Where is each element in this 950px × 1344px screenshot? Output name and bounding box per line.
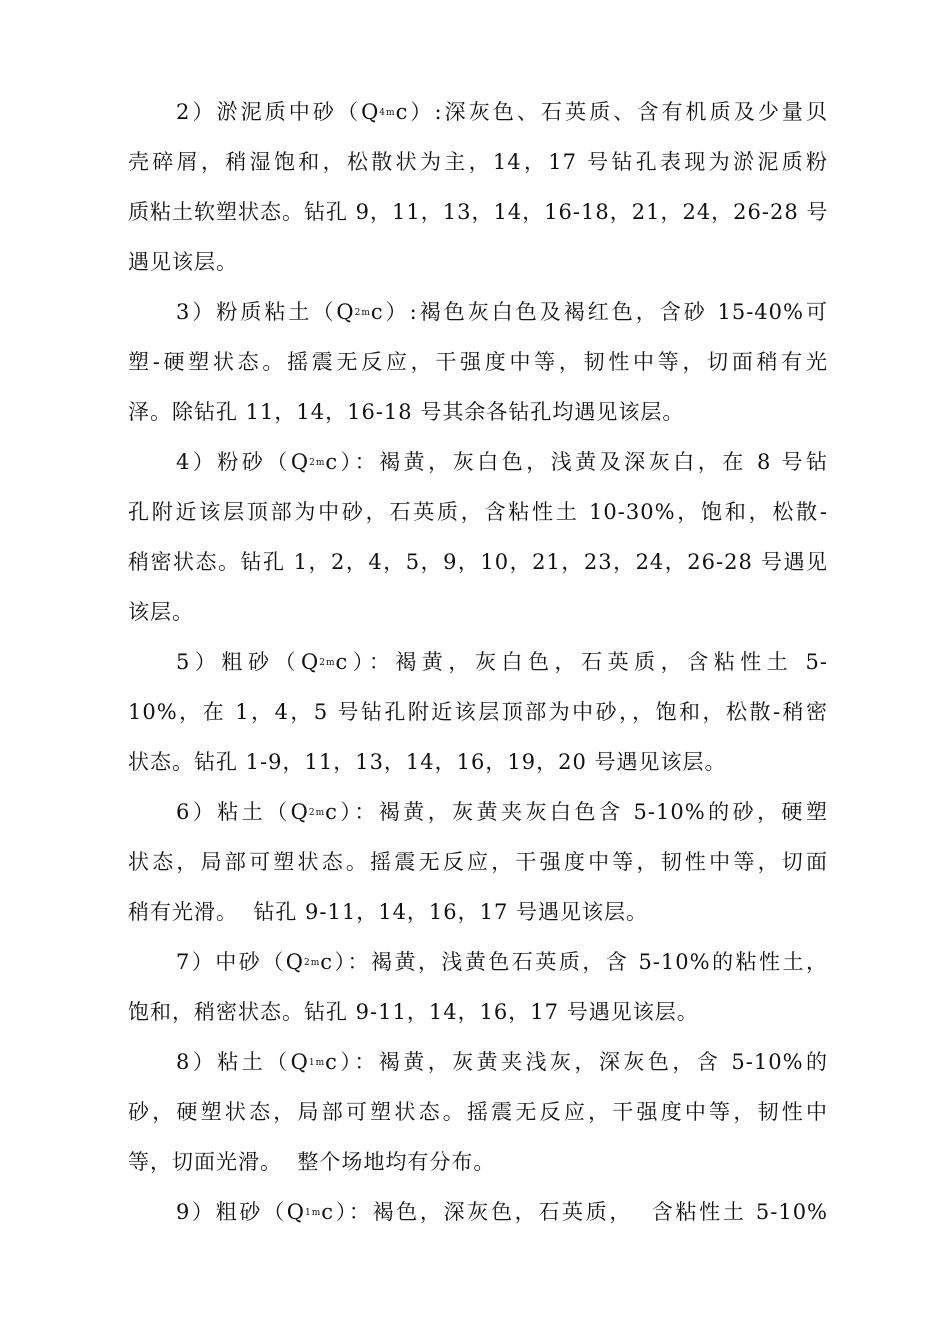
paragraph-line: 饱和，稍密状态。钻孔 9-11，14，16，17 号遇见该层。 bbox=[128, 1000, 699, 1024]
paragraph-line: 10%，在 1，4，5 号钻孔附近该层顶部为中砂，，饱和，松散-稍密 bbox=[128, 700, 828, 724]
paragraph-silt-sand bbox=[128, 437, 828, 637]
line-text: c）：褐色，深灰色，石英质， 含粘性土 5-10% bbox=[321, 1200, 829, 1224]
paragraph-line bbox=[128, 1187, 828, 1237]
stratum-superscript: 2m bbox=[304, 958, 321, 968]
paragraph-line: 壳碎屑，稍湿饱和，松散状为主，14，17 号钻孔表现为淤泥质粉 bbox=[128, 150, 828, 174]
paragraph-clay-1m bbox=[128, 1037, 828, 1187]
paragraph-line bbox=[128, 87, 828, 137]
line-text: c）：褐黄，灰黄夹灰白色含 5-10%的砂，硬塑 bbox=[325, 800, 828, 824]
stratum-superscript: 2m bbox=[309, 458, 326, 468]
paragraph-line: 孔附近该层顶部为中砂，石英质，含粘性土 10-30%，饱和，松散- bbox=[128, 500, 828, 524]
paragraph-line: 稍密状态。钻孔 1，2，4，5，9，10，21，23，24，26-28 号遇见 bbox=[128, 550, 828, 574]
stratum-superscript: 2m bbox=[308, 808, 326, 818]
paragraph-line bbox=[128, 437, 828, 487]
line-text: c）：褐黄，灰白色，石英质，含粘性土 5- bbox=[335, 650, 828, 674]
line-text: c）：褐黄，灰黄夹浅灰，深灰色，含 5-10%的 bbox=[325, 1050, 828, 1074]
paragraph-coarse-sand-2m bbox=[128, 637, 828, 787]
line-text: 5）粗砂（Q bbox=[176, 650, 320, 674]
line-text: c）:深灰色、石英质、含有机质及少量贝 bbox=[395, 100, 828, 124]
paragraph-medium-sand bbox=[128, 937, 828, 1037]
paragraph-line: 稍有光滑。 钻孔 9-11，14，16，17 号遇见该层。 bbox=[128, 900, 649, 924]
paragraph-clay-2m bbox=[128, 787, 828, 937]
line-text: 6）粘土（Q bbox=[176, 800, 309, 824]
line-text: 9）粗砂（Q bbox=[176, 1200, 305, 1224]
paragraph-line bbox=[128, 637, 828, 687]
paragraph-line: 质粘土软塑状态。钻孔 9，11，13，14，16-18，21，24，26-28 号 bbox=[128, 200, 829, 224]
line-text: 7）中砂（Q bbox=[176, 950, 304, 974]
paragraph-line: 砂，硬塑状态，局部可塑状态。摇震无反应，干强度中等，韧性中 bbox=[128, 1100, 828, 1124]
stratum-superscript: 2m bbox=[354, 308, 371, 318]
paragraph-line: 状态，局部可塑状态。摇震无反应，干强度中等，韧性中等，切面 bbox=[128, 850, 828, 874]
line-text: 2）淤泥质中砂（Q bbox=[176, 100, 380, 124]
paragraph-line: 塑-硬塑状态。摇震无反应，干强度中等，韧性中等，切面稍有光 bbox=[128, 350, 828, 374]
paragraph-line bbox=[128, 787, 828, 837]
line-text: 3）粉质粘土（Q bbox=[176, 300, 355, 324]
stratum-superscript: 1m bbox=[305, 1208, 322, 1218]
paragraph-line: 状态。钻孔 1-9，11，13，14，16，19，20 号遇见该层。 bbox=[128, 750, 727, 774]
paragraph-line: 等，切面光滑。 整个场地均有分布。 bbox=[128, 1150, 496, 1174]
line-text: c）：褐黄，灰白色，浅黄及深灰白，在 8 号钻 bbox=[325, 450, 829, 474]
stratum-superscript: 1m bbox=[308, 1058, 326, 1068]
stratum-superscript: 2m bbox=[319, 658, 336, 668]
stratum-superscript: 4m bbox=[379, 108, 396, 118]
paragraph-line: 该层。 bbox=[128, 600, 194, 624]
paragraph-line bbox=[128, 287, 828, 337]
paragraph-silty-medium-sand bbox=[128, 87, 828, 287]
paragraph-coarse-sand-1m bbox=[128, 1187, 828, 1237]
paragraph-line: 遇见该层。 bbox=[128, 250, 238, 274]
line-text: 8）粘土（Q bbox=[176, 1050, 309, 1074]
line-text: c）：褐黄，浅黄色石英质，含 5-10%的粘性土， bbox=[320, 950, 828, 974]
paragraph-silty-clay bbox=[128, 287, 828, 437]
line-text: 4）粉砂（Q bbox=[176, 450, 310, 474]
paragraph-line bbox=[128, 1037, 828, 1087]
paragraph-line bbox=[128, 937, 828, 987]
paragraph-line: 泽。除钻孔 11，14，16-18 号其余各钻孔均遇见该层。 bbox=[128, 400, 685, 424]
line-text: c）:褐色灰白色及褐红色，含砂 15-40%可 bbox=[370, 300, 828, 324]
